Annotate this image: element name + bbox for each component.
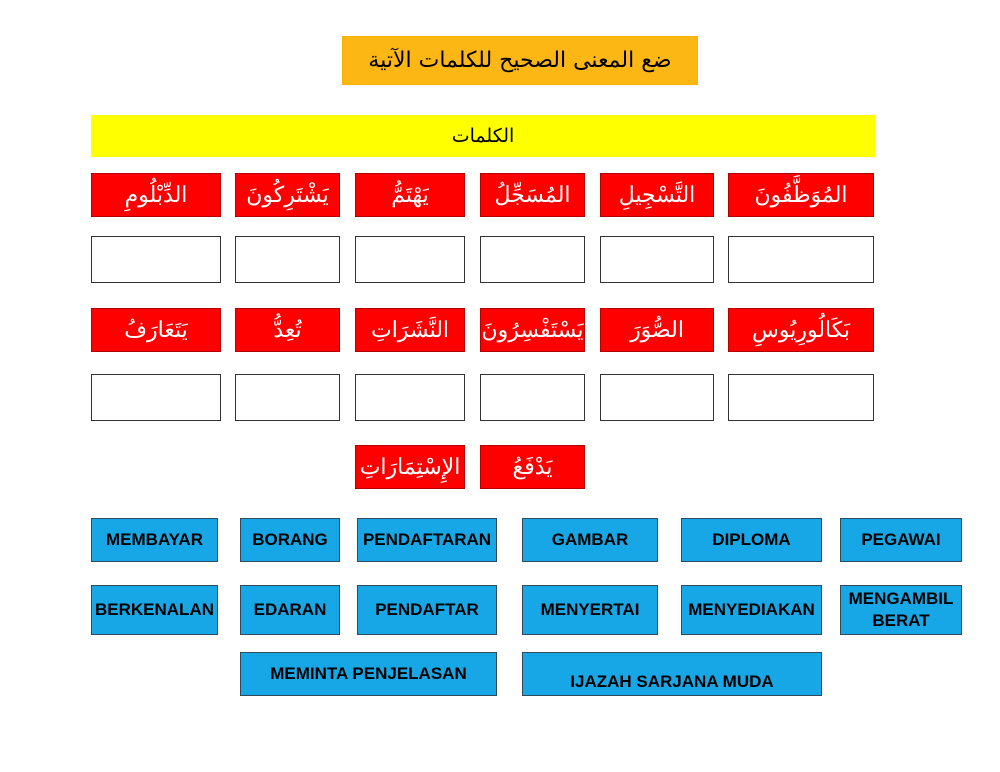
word-card[interactable]: تُعِدُّ	[235, 308, 340, 352]
answer-slot[interactable]	[235, 374, 340, 421]
word-card[interactable]: المُوَظَّفُونَ	[728, 173, 874, 217]
answer-slot[interactable]	[600, 374, 714, 421]
answer-slot[interactable]	[480, 374, 585, 421]
answer-tile[interactable]: MEMBAYAR	[91, 518, 218, 562]
word-card[interactable]: الصُّوَرَ	[600, 308, 714, 352]
word-card[interactable]: النَّشَرَاتِ	[355, 308, 465, 352]
page-title: ضع المعنى الصحيح للكلمات الآتية	[342, 36, 698, 85]
answer-tile[interactable]: MENYEDIAKAN	[681, 585, 822, 635]
answer-tile[interactable]: PENDAFTARAN	[357, 518, 497, 562]
answer-tile[interactable]: IJAZAH SARJANA MUDA	[522, 652, 822, 696]
word-card[interactable]: يَهْتَمُّ	[355, 173, 465, 217]
word-card[interactable]: يَتَعَارَفُ	[91, 308, 221, 352]
word-card[interactable]: يَدْفَعُ	[480, 445, 585, 489]
word-card[interactable]: المُسَجِّلُ	[480, 173, 585, 217]
answer-tile[interactable]: DIPLOMA	[681, 518, 822, 562]
answer-slot[interactable]	[235, 236, 340, 283]
answer-tile[interactable]: GAMBAR	[522, 518, 658, 562]
answer-slot[interactable]	[728, 374, 874, 421]
answer-slot[interactable]	[91, 236, 221, 283]
answer-tile[interactable]: MEMINTA PENJELASAN	[240, 652, 497, 696]
answer-tile[interactable]: PENDAFTAR	[357, 585, 497, 635]
answer-slot[interactable]	[728, 236, 874, 283]
answer-tile[interactable]: EDARAN	[240, 585, 340, 635]
answer-slot[interactable]	[600, 236, 714, 283]
answer-tile[interactable]: BORANG	[240, 518, 340, 562]
answer-tile[interactable]: MENGAMBIL BERAT	[840, 585, 962, 635]
answer-slot[interactable]	[480, 236, 585, 283]
words-banner: الكلمات	[91, 115, 875, 157]
answer-tile[interactable]: BERKENALAN	[91, 585, 218, 635]
word-card[interactable]: التَّسْجِيلِ	[600, 173, 714, 217]
answer-tile[interactable]: MENYERTAI	[522, 585, 658, 635]
word-card[interactable]: الإِسْتِمَارَاتِ	[355, 445, 465, 489]
answer-slot[interactable]	[355, 236, 465, 283]
word-card[interactable]: الدِّبْلُومِ	[91, 173, 221, 217]
answer-slot[interactable]	[355, 374, 465, 421]
answer-tile[interactable]: PEGAWAI	[840, 518, 962, 562]
word-card[interactable]: يَشْتَرِكُونَ	[235, 173, 340, 217]
word-card[interactable]: يَسْتَفْسِرُونَ	[480, 308, 585, 352]
word-card[interactable]: بَكَالُورِيُوسِ	[728, 308, 874, 352]
answer-slot[interactable]	[91, 374, 221, 421]
